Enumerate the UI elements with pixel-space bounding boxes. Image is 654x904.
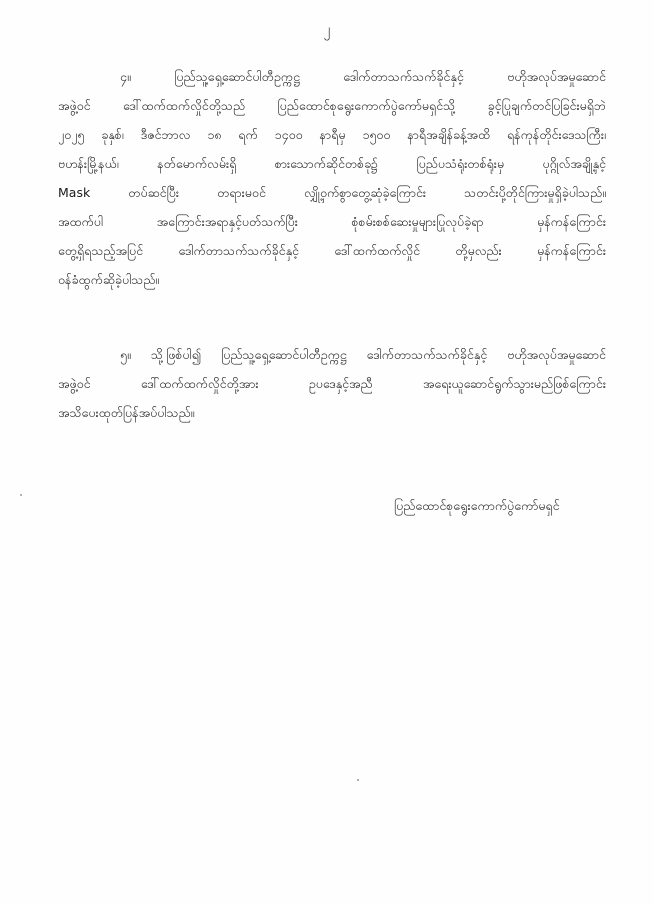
paragraph-5 [58,340,606,427]
paragraph-4 [58,62,606,294]
paragraph-line: အသိပေးထုတ်ပြန်အပ်ပါသည်။ [58,405,195,420]
paragraph-line: ဗဟန်းမြို့နယ်၊ နတ်မောက်လမ်းရှိ စားသောက်ဆိုင်တစ်ခု၌ ပြည်ပသံရုံးတစ်ရုံးမှ ပုဂ္ဂိုလ်အချို့နှင့် [58,156,606,171]
page-number: ၂ [323,22,331,38]
scan-speck [357,779,359,781]
paragraph-line: တွေ့ရှိရသည့်အပြင် ဒေါက်တာသက်သက်ခိုင်နှင့် ဒေါ်ထက်ထက်လှိုင် တို့မှလည်း မှန်ကန်ကြောင်း [58,243,606,258]
paragraph-line: အဖွဲ့ဝင် ဒေါ်ထက်ထက်လှိုင်တို့အား ဥပဒေနှင့်အညီ အရေးယူဆောင်ရွက်သွားမည်ဖြစ်ကြောင်း [58,376,606,391]
paragraph-line: ဝန်ခံထွက်ဆိုခဲ့ပါသည်။ [58,272,160,287]
paragraph-line: ၄။ ပြည်သူ့ရှေ့ဆောင်ပါတီဥက္ကဋ္ဌ ဒေါက်တာသက်သက်ခိုင်နှင့် ဗဟိုအလုပ်အမှုဆောင် [120,69,606,84]
issuer-signature-line: ပြည်ထောင်စုရွေးကောက်ပွဲကော်မရှင် [394,498,560,513]
paragraph-line: ၂၀၂၅ ခုနှစ်၊ ဒီဇင်ဘာလ ၁၈ ရက် ၁၄၀၀ နာရီမှ ၁၅၀၀ နာရီအချိန်ခန့်အထိ ရန်ကုန်တိုင်းဒေသကြီး၊ [58,127,606,142]
paragraph-line: ၅။ သို့ဖြစ်ပါ၍ ပြည်သူ့ရှေ့ဆောင်ပါတီဥက္ကဋ္ဌ ဒေါက်တာသက်သက်ခိုင်နှင့် ဗဟိုအလုပ်အမှုဆောင် [120,347,606,362]
paragraph-line: Mask တပ်ဆင်ပြီး တရားမဝင် လျှို့ဝှက်စွာတွေ့ဆုံခဲ့ကြောင်း သတင်းပို့တိုင်ကြားမှုရှိခဲ့ပါသည်။ [58,185,606,200]
paragraph-line: အဖွဲ့ဝင် ဒေါ်ထက်ထက်လှိုင်တို့သည် ပြည်ထောင်စုရွေးကောက်ပွဲကော်မရှင်သို့ ခွင့်ပြုချက်တင်ပြခြင်းမရှိဘဲ [58,98,606,113]
scan-speck [20,494,22,496]
paragraph-line: အထက်ပါ အကြောင်းအရာနှင့်ပတ်သက်ပြီး စုံစမ်းစစ်ဆေးမှုများပြုလုပ်ခဲ့ရာ မှန်ကန်ကြောင်း [58,214,606,229]
